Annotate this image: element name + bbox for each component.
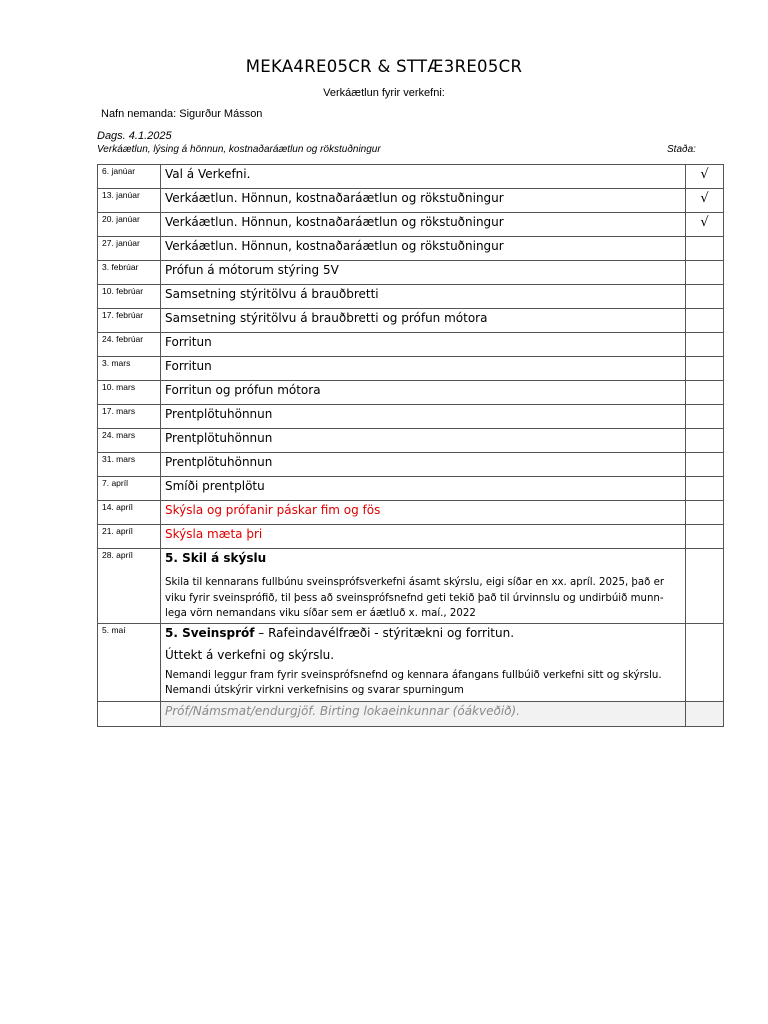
row-status <box>686 333 724 357</box>
table-row-submission <box>98 549 724 624</box>
row-date: 20. janúar <box>98 213 161 237</box>
row-task: Verkáætlun. Hönnun, kostnaðaráætlun og rökstuðningur <box>161 237 686 261</box>
row-status: √ <box>686 189 724 213</box>
row-status <box>686 549 724 624</box>
row-status <box>686 429 724 453</box>
row-task: Samsetning stýritölvu á brauðbretti <box>161 285 686 309</box>
table-row <box>98 381 724 405</box>
row-date: 3. febrúar <box>98 261 161 285</box>
table-row <box>98 165 724 189</box>
row-task: Prentplötuhönnun <box>161 453 686 477</box>
table-row-final <box>98 701 724 726</box>
row-status <box>686 357 724 381</box>
table-row <box>98 237 724 261</box>
submission-heading: 5. Skil á skýslu <box>165 551 267 565</box>
table-row <box>98 525 724 549</box>
row-task: Verkáætlun. Hönnun, kostnaðaráætlun og rökstuðningur <box>161 189 686 213</box>
schedule-table <box>97 164 724 727</box>
row-status <box>686 453 724 477</box>
row-task: Smíði prentplötu <box>161 477 686 501</box>
plan-description: Verkáætlun, lýsing á hönnun, kostnaðaráætlun og rökstuðningur <box>97 144 381 155</box>
row-status <box>686 309 724 333</box>
submission-body: Skila til kennarans fullbúnu sveinsprófsverkefni ásamt skýrslu, eigi síðar en xx. apríl. 2025, það er viku fyrir sveinsprófið, til þess að sveinsprófsnefnd geti tekið það til úrvinnslu og undirbúið munn-lega vörn nemandans viku síðar sem er áætluð x. maí., 2022 <box>165 577 665 619</box>
table-row <box>98 189 724 213</box>
row-date: 24. mars <box>98 429 161 453</box>
table-row <box>98 261 724 285</box>
table-row <box>98 333 724 357</box>
exam-heading-rest: – Rafeindavélfræði - stýritækni og forritun. <box>254 626 515 641</box>
row-date: 13. janúar <box>98 189 161 213</box>
row-task: Forritun <box>161 333 686 357</box>
exam-heading: 5. Sveinspróf <box>165 626 255 641</box>
row-task: Val á Verkefni. <box>161 165 686 189</box>
schedule-table-body <box>98 165 724 727</box>
table-row-exam <box>98 624 724 701</box>
row-task: Samsetning stýritölvu á brauðbretti og prófun mótora <box>161 309 686 333</box>
row-status <box>686 701 724 726</box>
row-task: Prófun á mótorum stýring 5V <box>161 261 686 285</box>
row-task: Forritun og prófun mótora <box>161 381 686 405</box>
row-task: Verkáætlun. Hönnun, kostnaðaráætlun og rökstuðningur <box>161 213 686 237</box>
row-date: 14. apríl <box>98 501 161 525</box>
row-date: 3. mars <box>98 357 161 381</box>
table-row <box>98 429 724 453</box>
table-row <box>98 309 724 333</box>
row-date: 10. mars <box>98 381 161 405</box>
submission-cell <box>161 549 686 624</box>
row-date: 10. febrúar <box>98 285 161 309</box>
row-status: √ <box>686 165 724 189</box>
row-status <box>686 405 724 429</box>
document-date: Dags. 4.1.2025 <box>97 130 172 142</box>
row-date: 6. janúar <box>98 165 161 189</box>
row-status: √ <box>686 213 724 237</box>
student-name: Nafn nemanda: Sigurður Másson <box>101 108 263 120</box>
row-status <box>686 624 724 701</box>
table-row <box>98 405 724 429</box>
row-task: Skýsla og prófanir páskar fim og fös <box>161 501 686 525</box>
row-date: 27. janúar <box>98 237 161 261</box>
row-date: 17. febrúar <box>98 309 161 333</box>
row-task: Prentplötuhönnun <box>161 405 686 429</box>
exam-body: Nemandi leggur fram fyrir sveinsprófsnefnd og kennara áfangans fullbúið verkefni sitt og skýrslu. Nemandi útskýrir virkni verkefnisins og svarar spurningum <box>165 670 662 697</box>
row-task: Forritun <box>161 357 686 381</box>
table-row <box>98 501 724 525</box>
row-status <box>686 237 724 261</box>
row-date: 5. maí <box>98 624 161 701</box>
table-row <box>98 285 724 309</box>
final-task: Próf/Námsmat/endurgjöf. Birting lokaeinkunnar (óákveðið). <box>161 701 686 726</box>
table-row <box>98 453 724 477</box>
exam-cell <box>161 624 686 701</box>
row-date: 24. febrúar <box>98 333 161 357</box>
row-date: 28. apríl <box>98 549 161 624</box>
document-subtitle: Verkáætlun fyrir verkefni: <box>323 87 445 99</box>
table-row <box>98 477 724 501</box>
row-date: 7. apríl <box>98 477 161 501</box>
status-column-header: Staða: <box>667 144 696 155</box>
row-status <box>686 501 724 525</box>
row-status <box>686 477 724 501</box>
row-date: 21. apríl <box>98 525 161 549</box>
row-status <box>686 261 724 285</box>
row-date: 17. mars <box>98 405 161 429</box>
document-title: MEKA4RE05CR & STTÆ3RE05CR <box>245 57 523 76</box>
row-status <box>686 381 724 405</box>
row-task: Skýsla mæta þri <box>161 525 686 549</box>
row-date <box>98 701 161 726</box>
row-status <box>686 285 724 309</box>
table-row <box>98 357 724 381</box>
row-status <box>686 525 724 549</box>
row-task: Prentplötuhönnun <box>161 429 686 453</box>
exam-line2: Úttekt á verkefni og skýrslu. <box>165 647 335 662</box>
row-date: 31. mars <box>98 453 161 477</box>
table-row <box>98 213 724 237</box>
